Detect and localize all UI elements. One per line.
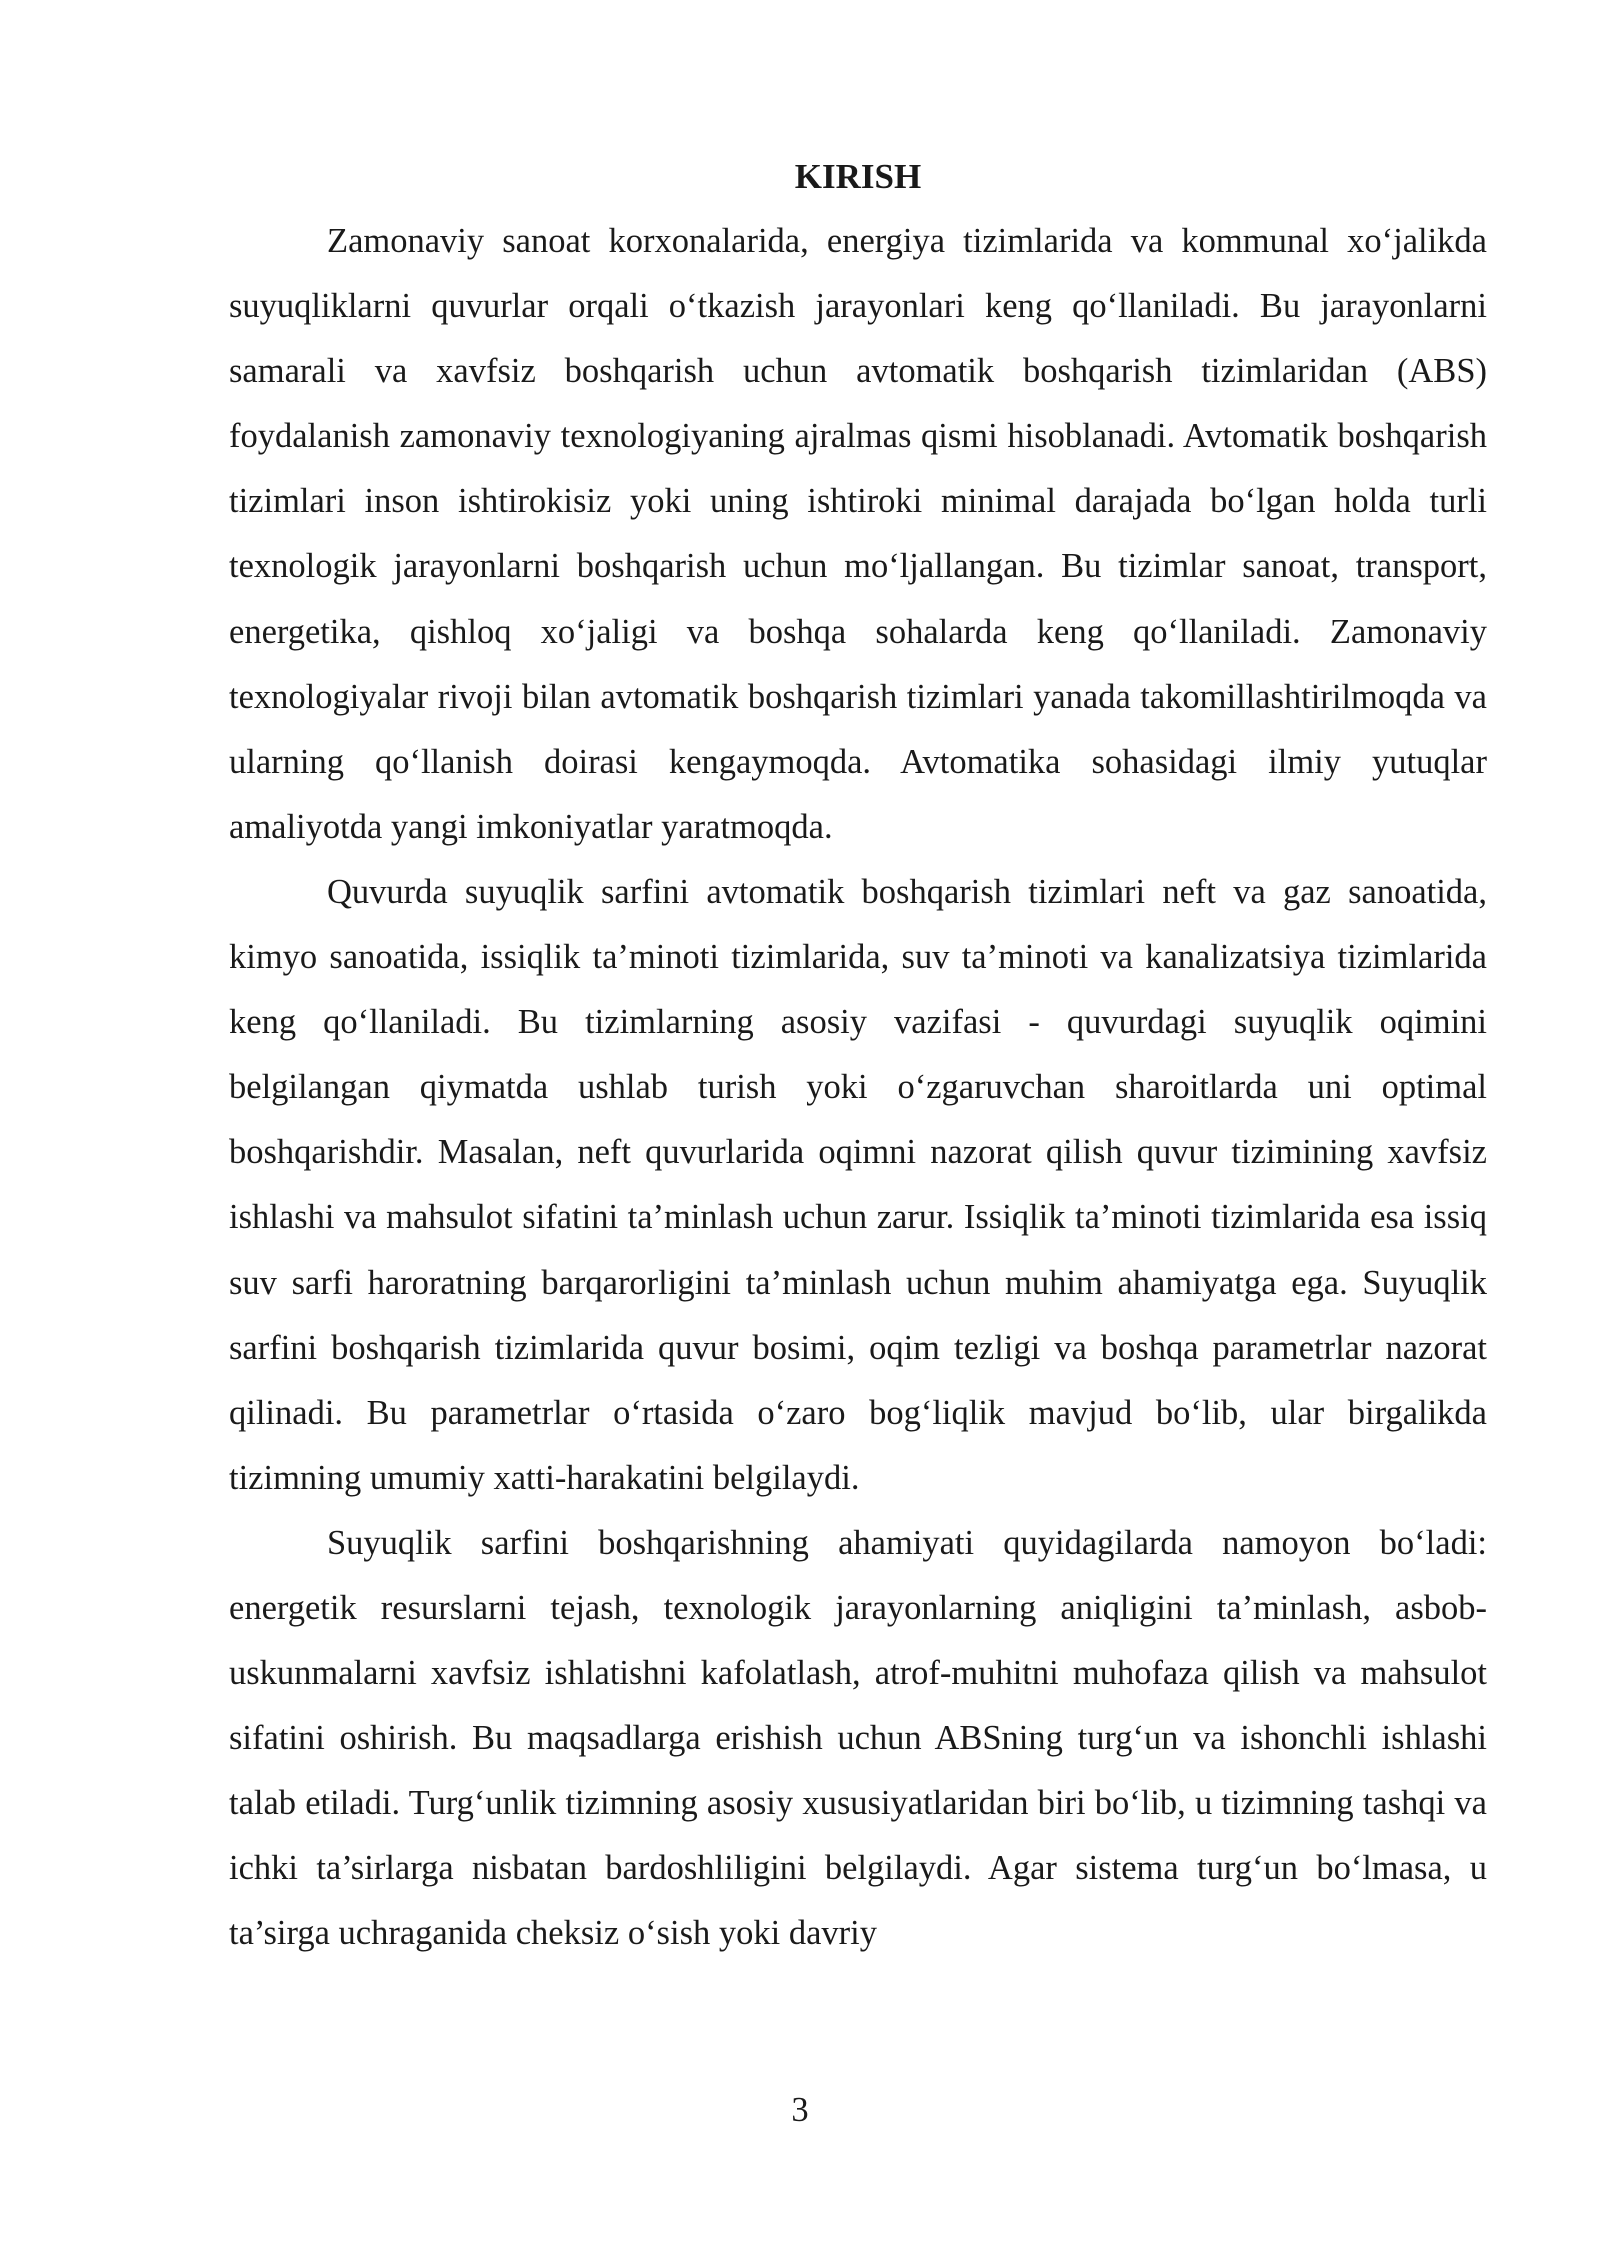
- paragraph-1: Zamonaviy sanoat korxonalarida, energiya tizimlarida va kommunal xo‘jalikda suyuqliklarni quvurlar orqali o‘tkazish jarayonlari keng qo‘llaniladi. Bu jarayonlarni samarali va xavfsiz boshqarish uchun avtomatik boshqarish tizimlaridan (ABS) foydalanish zamonaviy texnologiyaning ajralmas qismi hisoblanadi. Avtomatik boshqarish tizimlari inson ishtirokisiz yoki uning ishtiroki minimal darajada bo‘lgan holda turli texnologik jarayonlarni boshqarish uchun mo‘ljallangan. Bu tizimlar sanoat, transport, energetika, qishloq xo‘jaligi va boshqa sohalarda keng qo‘llaniladi. Zamonaviy texnologiyalar rivoji bilan avtomatik boshqarish tizimlari yanada takomillashtirilmoqda va ularning qo‘llanish doirasi kengaymoqda. Avtomatika sohasidagi ilmiy yutuqlar amaliyotda yangi imkoniyatlar yaratmoqda.: [229, 222, 1487, 846]
- paragraph-2: Quvurda suyuqlik sarfini avtomatik boshqarish tizimlari neft va gaz sanoatida, kimyo sanoatida, issiqlik ta’minoti tizimlarida, suv ta’minoti va kanalizatsiya tizimlarida keng qo‘llaniladi. Bu tizimlarning asosiy vazifasi - quvurdagi suyuqlik oqimini belgilangan qiymatda ushlab turish yoki o‘zgaruvchan sharoitlarda uni optimal boshqarishdir. Masalan, neft quvurlarida oqimni nazorat qilish quvur tizimining xavfsiz ishlashi va mahsulot sifatini ta’minlash uchun zarur. Issiqlik ta’minoti tizimlarida esa issiq suv sarfi haroratning barqarorligini ta’minlash uchun muhim ahamiyatga ega. Suyuqlik sarfini boshqarish tizimlarida quvur bosimi, oqim tezligi va boshqa parametrlar nazorat qilinadi. Bu parametrlar o‘rtasida o‘zaro bog‘liqlik mavjud bo‘lib, ular birgalikda tizimning umumiy xatti-harakatini belgilaydi.: [229, 872, 1487, 1497]
- section-heading: KIRISH: [794, 157, 922, 196]
- page-body: [229, 144, 1487, 1967]
- paragraph-3: Suyuqlik sarfini boshqarishning ahamiyati quyidagilarda namoyon bo‘ladi: energetik resurslarni tejash, texnologik jarayonlarning aniqligini ta’minlash, asbob-uskunmalarni xavfsiz ishlatishni kafolatlash, atrof-muhitni muhofaza qilish va mahsulot sifatini oshirish. Bu maqsadlarga erishish uchun ABSning turg‘un va ishonchli ishlashi talab etiladi. Turg‘unlik tizimning asosiy xususiyatlaridan biri bo‘lib, u tizimning tashqi va ichki ta’sirlarga nisbatan bardoshliligini belgilaydi. Agar sistema turg‘un bo‘lmasa, u ta’sirga uchraganida cheksiz o‘sish yoki davriy: [229, 1523, 1487, 1953]
- page-number: 3: [791, 2091, 809, 2129]
